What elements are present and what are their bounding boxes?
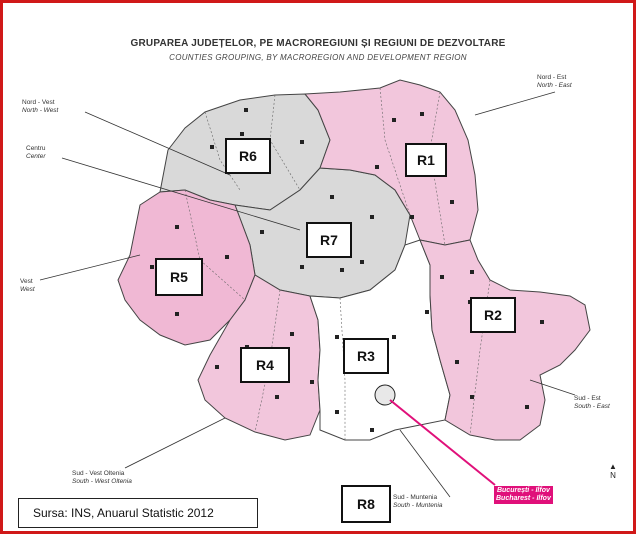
region-label-west [20,278,35,294]
region-name-en: North - East [537,82,572,89]
region-name-en: South - East [574,403,610,410]
region-name-ro: Nord - Est [537,74,567,81]
region-label-south-east [574,395,610,411]
macroregion-r6-label: R6 [225,138,271,174]
region-label-north-west [22,99,58,115]
region-name-ro: București - Ilfov [496,487,550,494]
north-arrow-icon: ▲ N [609,462,617,480]
region-label-center [26,145,46,161]
macroregion-r4-label: R4 [240,347,290,383]
region-name-ro: Centru [26,145,46,152]
region-name-ro: Sud - Muntenia [393,494,438,501]
region-name-en: West [20,286,35,293]
region-name-ro: Vest [20,278,33,285]
region-name-ro: Nord - Vest [22,99,55,106]
region-name-en: Bucharest - Ilfov [496,495,551,502]
macroregion-r8-label: R8 [341,485,391,523]
region-name-ro: Sud - Vest Oltenia [72,470,125,477]
macroregion-r2-label: R2 [470,297,516,333]
macroregion-r1-label: R1 [405,143,447,177]
region-name-en: North - West [22,107,59,114]
macroregion-r5-label: R5 [155,258,203,296]
region-label-south-muntenia [393,494,443,510]
region-label-north-east [537,74,572,90]
region-name-ro: Sud - Est [574,395,601,402]
region-name-en: South - West Oltenia [72,478,132,485]
macroregion-r3-label: R3 [343,338,389,374]
region-name-en: Center [26,153,46,160]
macroregion-r7-label: R7 [306,222,352,258]
region-name-en: South - Muntenia [393,502,443,509]
map-subtitle: COUNTIES GROUPING, BY MACROREGION AND DEVELOPMENT REGION [169,53,467,62]
region-label-bucharest [494,486,553,504]
region-label-south-west [72,470,132,486]
source-note: Sursa: INS, Anuarul Statistic 2012 [18,498,258,528]
map-title: GRUPAREA JUDEȚELOR, PE MACROREGIUNI ȘI REGIUNI DE DEZVOLTARE [130,38,506,49]
